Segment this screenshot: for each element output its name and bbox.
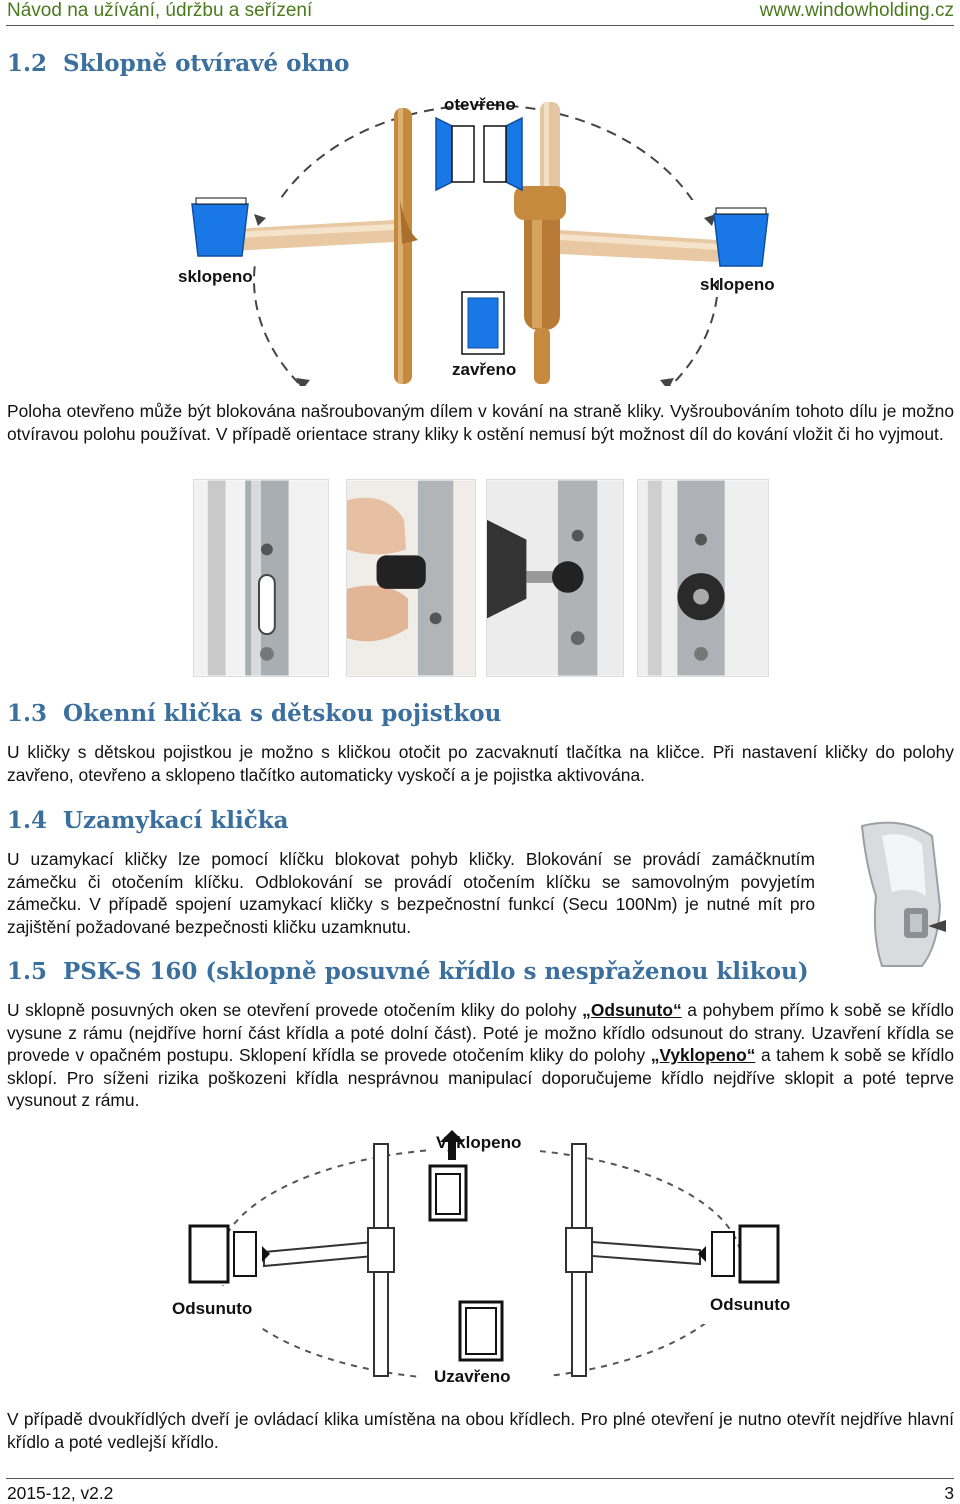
tilt-slide-handle-diagram xyxy=(160,1126,810,1390)
section-1-2-heading xyxy=(7,50,350,77)
label-closed: Uzavřeno xyxy=(434,1367,511,1386)
closed-window-icon xyxy=(462,292,504,354)
slide-left-icon xyxy=(190,1226,270,1282)
fitting-photo-strip xyxy=(193,479,769,677)
right-handle xyxy=(514,102,718,384)
section-1-2-paragraph: Poloha otevřeno může být blokována našroubovaným dílem v kování na straně kliky. Vyšroubováním tohoto dílu je možno otvíravou polohu používat. V případě orientace strany kliky k ostění nemusí být možnost díl do kování vložit či ho vyjmout. xyxy=(7,401,954,444)
label-tilt-right: sklopeno xyxy=(700,275,775,294)
photo-screwing-part xyxy=(486,479,624,677)
header-title: Návod na užívání, údržbu a seřízení xyxy=(7,0,313,21)
section-1-5-paragraph-2: V případě dvoukřídlých dveří je ovládací klika umístěna na obou křídlech. Pro plné otevření je nutno otevřít nejdříve hlavní křídlo a poté vedlejší křídlo. xyxy=(7,1409,954,1452)
photo-inserting-part xyxy=(346,479,476,677)
section-title: Okenní klička s dětskou pojistkou xyxy=(63,700,502,727)
header-divider xyxy=(6,25,954,26)
label-slide-left: Odsunuto xyxy=(172,1299,253,1318)
tilt-window-left-icon xyxy=(192,198,248,256)
closed-icon xyxy=(460,1302,502,1360)
label-open: otevřeno xyxy=(444,95,516,114)
locking-handle-photo xyxy=(842,816,954,968)
section-title: Uzamykací klička xyxy=(63,807,289,834)
page-number: 3 xyxy=(944,1483,954,1503)
section-1-3-paragraph: U kličky s dětskou pojistkou je možno s kličkou otočit po zacvaknutí tlačítka na kličce. Při nastavení kličky do polohy zavřeno, otevřeno a sklopeno tlačítko automaticky vyskočí a je pojistka aktivována. xyxy=(7,742,954,785)
section-1-3-heading xyxy=(7,700,501,727)
section-number: 1.4 xyxy=(7,807,48,834)
header-website[interactable]: www.windowholding.cz xyxy=(759,0,954,21)
section-1-5-paragraph: U sklopně posuvných oken se otevření provede otočením kliky do polohy „Odsunuto“ a pohybem přímo k sobě se křídlo vysune z rámu (nejdříve horní část křídla a poté dolní část). Poté je možno křídlo odsunout do strany. Uzavření křídla se provede v opačném postupu. Sklopení křídla se provede otočením kliky do polohy „Vyklopeno“ a tahem k sobě se křídlo sklopí. Pro síženi rizika poškozeni křídla nesprávnou manipulací doporučujeme křídlo nejdříve sklopit a poté teprve vysunout z rámu. xyxy=(7,1000,954,1111)
tilt-turn-handle-diagram xyxy=(170,90,800,386)
section-title: PSK-S 160 (sklopně posuvné křídlo s nespřaženou klikou) xyxy=(63,958,809,985)
section-1-5-heading xyxy=(7,958,809,985)
arrow-icon xyxy=(296,378,310,386)
term-odsunuto: „Odsunuto“ xyxy=(582,1000,682,1020)
right-handle xyxy=(566,1144,700,1376)
footer-version: 2015-12, v2.2 xyxy=(7,1483,114,1503)
label-tilt-out: Vyklopeno xyxy=(436,1133,522,1152)
photo-fitting-slot xyxy=(193,479,329,677)
section-title: Sklopně otvíravé okno xyxy=(63,50,350,77)
section-number: 1.2 xyxy=(7,50,48,77)
arrow-icon xyxy=(660,378,674,386)
footer-divider xyxy=(6,1478,954,1479)
photo-mounted-part xyxy=(637,479,769,677)
section-number: 1.3 xyxy=(7,700,48,727)
label-tilt-left: sklopeno xyxy=(178,267,253,286)
slide-right-icon xyxy=(698,1226,778,1282)
label-slide-right: Odsunuto xyxy=(710,1295,791,1314)
left-handle xyxy=(214,108,418,384)
section-number: 1.5 xyxy=(7,958,48,985)
label-closed: zavřeno xyxy=(452,360,517,379)
section-1-4-paragraph: U uzamykací kličky lze pomocí klíčku blokovat pohyb kličky. Blokování se provádí zamáčknutím zámečku či otočením klíčku. Odblokování se provádí otočením klíčku se samovolným povyjetím zámečku. V případě spojení uzamykací kličky s bezpečnostní funkcí (Secu 100Nm) je nutné mít pro zajištění požadované bezpečnosti kličku uzamknutu. xyxy=(7,849,815,937)
term-vyklopeno: „Vyklopeno“ xyxy=(650,1045,756,1066)
tilt-window-right-icon xyxy=(714,208,768,266)
section-1-4-heading xyxy=(7,807,289,834)
